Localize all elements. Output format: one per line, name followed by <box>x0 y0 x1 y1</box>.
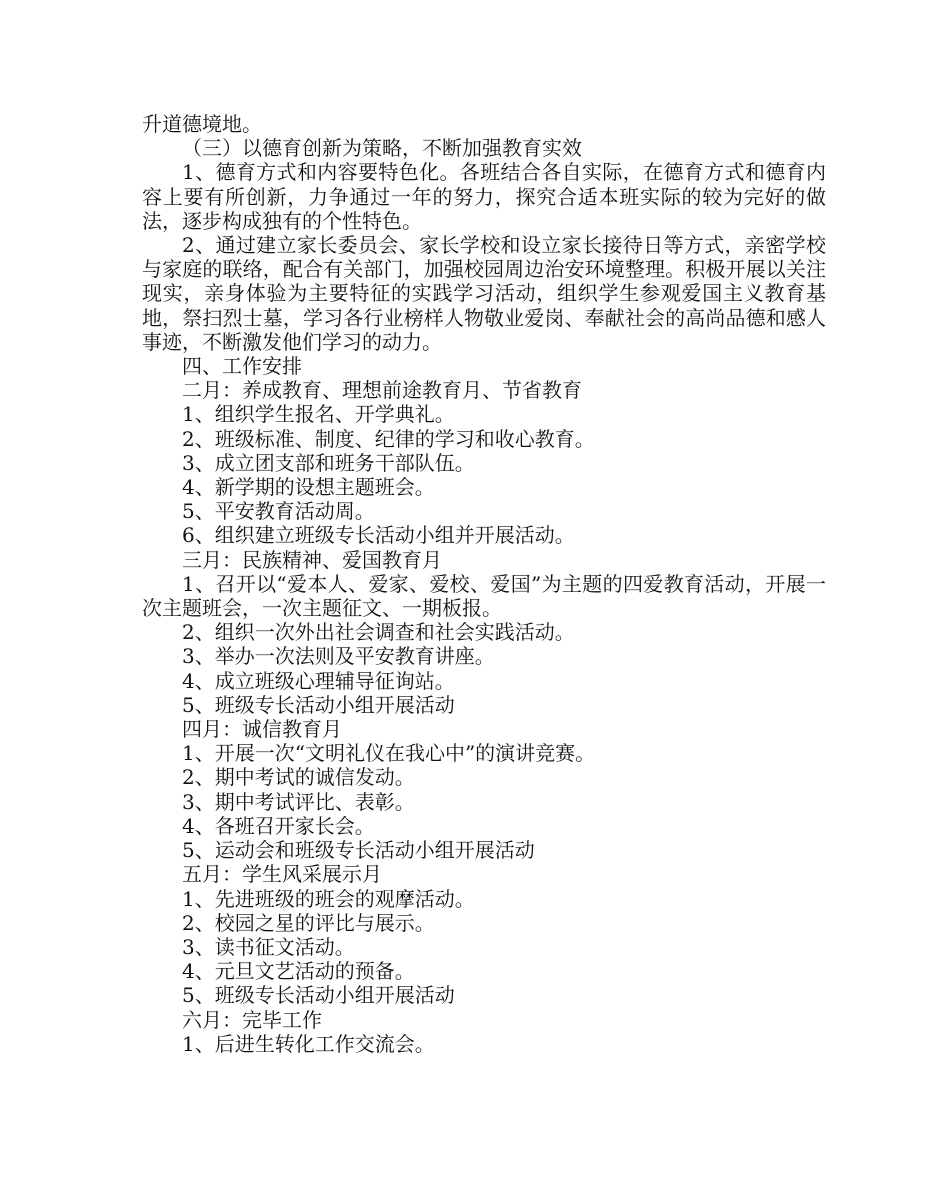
paragraph: 升道德境地。 <box>142 112 262 136</box>
paragraph: 2、通过建立家长委员会、家长学校和设立家长接待日等方式，亲密学校与家庭的联络，配合有关部门，加强校园周边治安环境整理。积极开展以关注现实，亲身体验为主要特征的实践学习活动，组织学生参观爱国主义教育基地，祭扫烈士墓，学习各行业榜样人物敬业爱岗、奉献社会的高尚品德和感人事迹，不断激发他们学习的动力。 <box>142 233 826 354</box>
list-item: 4、成立班级心理辅导征询站。 <box>182 668 455 693</box>
list-item: 4、新学期的设想主题班会。 <box>182 475 435 500</box>
list-item: 1、召开以“爱本人、爱家、爱校、爱国”为主题的四爱教育活动，开展一次主题班会，一次主题征文、一期板报。 <box>142 571 826 621</box>
list-item: 1、开展一次“文明礼仪在我心中”的演讲竞赛。 <box>182 741 596 766</box>
month-heading: 四月：诚信教育月 <box>182 717 342 742</box>
month-heading: 五月：学生风采展示月 <box>182 862 382 887</box>
section-heading: （三）以德育创新为策略，不断加强教育实效 <box>182 136 582 161</box>
list-item: 2、班级标准、制度、纪律的学习和收心教育。 <box>182 426 595 451</box>
list-item: 1、组织学生报名、开学典礼。 <box>182 402 455 427</box>
month-heading: 六月：完毕工作 <box>182 1007 322 1032</box>
list-item: 3、举办一次法则及平安教育讲座。 <box>182 644 495 669</box>
list-item: 2、组织一次外出社会调查和社会实践活动。 <box>182 620 575 645</box>
month-heading: 三月：民族精神、爱国教育月 <box>182 547 442 572</box>
document-page <box>142 112 826 1056</box>
list-item: 6、组织建立班级专长活动小组并开展活动。 <box>182 523 575 548</box>
paragraph: 1、德育方式和内容要特色化。各班结合各自实际，在德育方式和德育内容上要有所创新，力争通过一年的努力，探究合适本班实际的较为完好的做法，逐步构成独有的个性特色。 <box>142 160 826 233</box>
list-item: 5、运动会和班级专长活动小组开展活动 <box>182 838 535 863</box>
list-item: 4、元旦文艺活动的预备。 <box>182 959 415 984</box>
list-item: 5、平安教育活动周。 <box>182 499 375 524</box>
list-item: 2、校园之星的评比与展示。 <box>182 910 435 935</box>
list-item: 5、班级专长活动小组开展活动 <box>182 983 455 1008</box>
list-item: 4、各班召开家长会。 <box>182 813 375 838</box>
list-item: 3、成立团支部和班务干部队伍。 <box>182 450 475 475</box>
list-item: 1、后进生转化工作交流会。 <box>182 1031 435 1056</box>
list-item: 1、先进班级的班会的观摩活动。 <box>182 886 475 911</box>
month-heading: 二月：养成教育、理想前途教育月、节省教育 <box>182 378 582 403</box>
section-heading: 四、工作安排 <box>182 354 302 379</box>
list-item: 3、期中考试评比、表彰。 <box>182 789 415 814</box>
list-item: 3、读书征文活动。 <box>182 934 355 959</box>
list-item: 5、班级专长活动小组开展活动 <box>182 692 455 717</box>
list-item: 2、期中考试的诚信发动。 <box>182 765 415 790</box>
